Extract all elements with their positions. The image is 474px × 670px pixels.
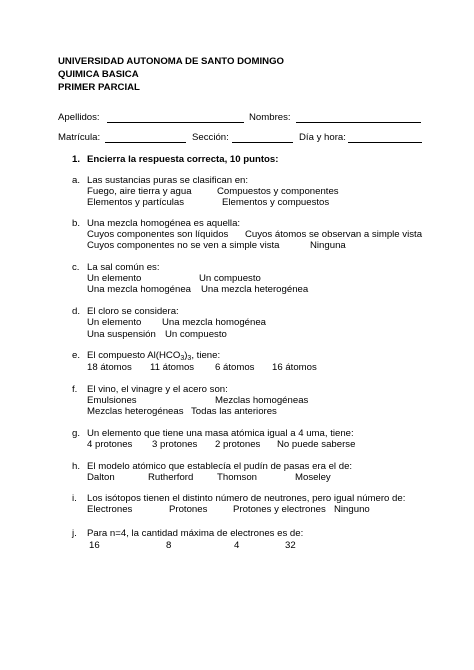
exam-title: PRIMER PARCIAL [58,82,140,93]
answer-option[interactable]: Elementos y compuestos [222,197,330,208]
answer-option[interactable]: 18 átomos [87,362,132,373]
answer-option[interactable]: 2 protones [215,439,261,450]
question-text: Para n=4, la cantidad máxima de electrones es de: [87,528,304,539]
answer-option[interactable]: Un compuesto [165,329,227,340]
nombres-label: Nombres: [249,112,291,123]
seccion-field[interactable] [232,142,293,143]
answer-option[interactable]: 4 protones [87,439,133,450]
matricula-label: Matrícula: [58,132,101,143]
answer-option[interactable]: Rutherford [148,472,194,483]
answer-option[interactable]: Un elemento [87,273,142,284]
answer-option[interactable]: Cuyos componentes no se ven a simple vista [87,240,280,251]
question-letter: a. [72,175,81,186]
question-text: El cloro se considera: [87,306,179,317]
answer-option[interactable]: Una mezcla homogénea [87,284,191,295]
nombres-field[interactable] [296,122,421,123]
answer-option[interactable]: Ninguna [310,240,346,251]
question-text: Una mezcla homogénea es aquella: [87,218,241,229]
answer-option[interactable]: Un elemento [87,317,142,328]
answer-option[interactable]: Fuego, aire tierra y agua [87,186,192,197]
question-text: El modelo atómico que establecía el pudín de pasas era el de: [87,461,353,472]
answer-option[interactable]: 16 [89,540,100,551]
question-text: El compuesto $Al(HCO_3)_3$, tiene: [87,350,221,362]
question-letter: i. [72,493,77,504]
answer-option[interactable]: Protones y electrones [233,504,326,515]
answer-option[interactable]: 3 protones [152,439,198,450]
answer-option[interactable]: Cuyos componentes son líquidos [87,229,229,240]
instruction-number: 1. [72,154,81,165]
answer-option[interactable]: Mezclas homogéneas [215,395,309,406]
question-text: Los isótopos tienen el distinto número de neutrones, pero igual número de: [87,493,406,504]
question-letter: g. [72,428,81,439]
question-letter: e. [72,350,81,361]
question-text: Un elemento que tiene una masa atómica igual a 4 uma, tiene: [87,428,354,439]
answer-option[interactable]: Una mezcla heterogénea [201,284,309,295]
answer-option[interactable]: Una suspensión [87,329,156,340]
answer-option[interactable]: Ninguno [334,504,370,515]
question-letter: f. [72,384,78,395]
answer-option[interactable]: Compuestos y componentes [217,186,339,197]
dia-hora-label: Día y hora: [299,132,346,143]
answer-option[interactable]: 6 átomos [215,362,255,373]
answer-option[interactable]: Elementos y partículas [87,197,185,208]
answer-option[interactable]: Dalton [87,472,115,483]
answer-option[interactable]: Una mezcla homogénea [162,317,266,328]
question-letter: c. [72,262,80,273]
answer-option[interactable]: 11 átomos [150,362,195,373]
question-letter: d. [72,306,81,317]
apellidos-label: Apellidos: [58,112,100,123]
answer-option[interactable]: Todas las anteriores [191,406,277,417]
answer-option[interactable]: 32 [285,540,296,551]
answer-option[interactable]: No puede saberse [277,439,356,450]
university-title: UNIVERSIDAD AUTONOMA DE SANTO DOMINGO [58,56,284,67]
answer-option[interactable]: Protones [169,504,208,515]
question-text: La sal común es: [87,262,160,273]
answer-option[interactable]: 4 [234,540,240,551]
answer-option[interactable]: Emulsiones [87,395,137,406]
matricula-field[interactable] [105,142,186,143]
answer-option[interactable]: Electrones [87,504,133,515]
dia-hora-field[interactable] [348,142,422,143]
answer-option[interactable]: 16 átomos [272,362,317,373]
answer-option[interactable]: Un compuesto [199,273,261,284]
question-letter: h. [72,461,81,472]
answer-option[interactable]: Cuyos átomos se observan a simple vista [245,229,423,240]
instruction-text: Encierra la respuesta correcta, 10 puntos: [87,154,279,165]
answer-option[interactable]: Moseley [295,472,331,483]
seccion-label: Sección: [192,132,229,143]
question-letter: b. [72,218,81,229]
question-text: Las sustancias puras se clasifican en: [87,175,249,186]
apellidos-field[interactable] [107,122,244,123]
answer-option[interactable]: 8 [166,540,172,551]
question-letter: j. [72,528,77,539]
answer-option[interactable]: Thomson [217,472,257,483]
course-title: QUIMICA BASICA [58,69,139,80]
question-text: El vino, el vinagre y el acero son: [87,384,228,395]
answer-option[interactable]: Mezclas heterogéneas [87,406,184,417]
